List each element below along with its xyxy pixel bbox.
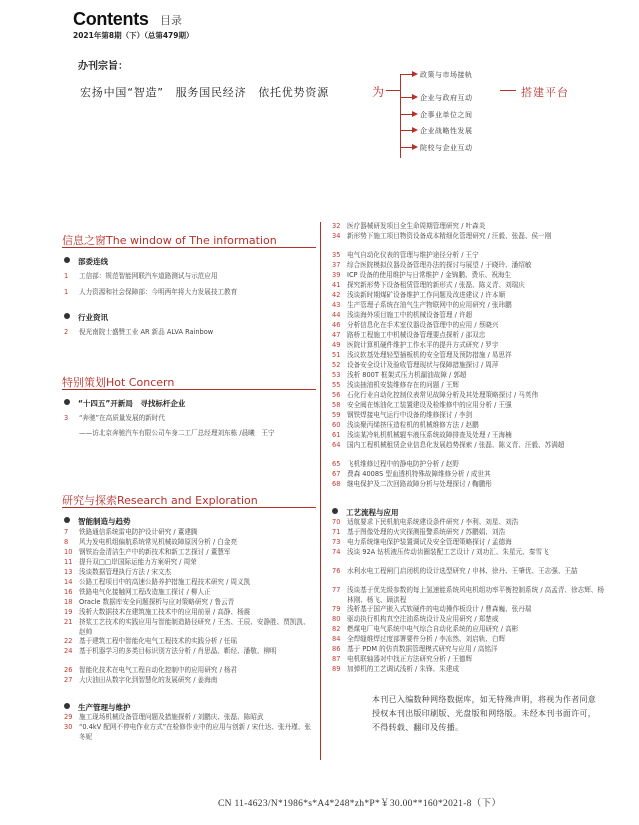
page-number: 68: [332, 480, 341, 488]
toc-entry[interactable]: 1 人力资源和社会保障部：今明两年将大力发展技工教育: [64, 288, 238, 296]
entry-title: 基于机器学习的多类目标识别方法分析 / 肖思晶、靳经、潘敬、柳明: [79, 647, 277, 655]
branch-item: 企业与政府互动: [420, 94, 473, 102]
page-number: 37: [332, 261, 341, 269]
toc-entry[interactable]: [64, 528, 316, 538]
page-number: 60: [332, 421, 341, 429]
page-number: 61: [332, 431, 341, 439]
page-number: 64: [332, 441, 341, 449]
branch-arrow: [412, 144, 418, 150]
toc-entry[interactable]: [64, 676, 316, 686]
section-title-info-window: 信息之窗The window of The information: [62, 234, 277, 247]
toc-entry[interactable]: [332, 480, 604, 490]
toc-entry[interactable]: [332, 341, 604, 351]
entry-title: 基于建筑工程中智能化电气工程技术的实践分析 / 任瑶: [79, 637, 238, 645]
toc-entry[interactable]: [332, 351, 604, 361]
branch-stem: [400, 97, 412, 98]
bullet-icon: [64, 703, 70, 709]
page-number: 42: [332, 291, 341, 299]
entry-title: 浅析 800T 框架式压力机漏油故障 / 郭超: [347, 371, 467, 379]
entry-title: 浅谈数据管理执行方法 / 宋文杰: [79, 568, 172, 576]
entry-title: 电气自动化仪表的管理与维护途径分析 / 王宁: [347, 251, 479, 259]
toc-entry[interactable]: [332, 361, 604, 371]
toc-entry[interactable]: [332, 441, 604, 451]
toc-entry[interactable]: 30 “0.4kV 配网不停电作业方式”在检修作业中的应用与创新 / 宋仕达、张丹瑾、张冬妮: [64, 723, 311, 741]
entry-title: 石化行业自动化控制仪表常见故障分析及其处理策略探讨 / 马英伟: [347, 391, 539, 399]
page-number: 80: [332, 615, 341, 623]
toc-entry[interactable]: [64, 618, 316, 637]
entry-title: 铁路电气化接触网工程改造施工探讨 / 柳人正: [79, 588, 211, 596]
toc-entry[interactable]: [332, 291, 604, 301]
bullet-icon: [64, 313, 70, 319]
section-rule: [62, 389, 316, 390]
page-number: 67: [332, 470, 341, 478]
page-number: 41: [332, 281, 341, 289]
page-number: 18: [64, 598, 73, 606]
page-number: 19: [64, 608, 73, 616]
toc-entry[interactable]: [64, 548, 316, 558]
contents-title-cn: 目录: [160, 14, 182, 27]
page-number: 7: [64, 528, 69, 536]
subsection-heading: 行业资讯: [64, 312, 108, 323]
page-number: 26: [64, 666, 73, 674]
bullet-icon: [332, 508, 338, 514]
section-rule: [62, 507, 316, 508]
page-number: 34: [332, 232, 341, 240]
bullet-icon: [64, 399, 70, 405]
entry-title: 探究新形势下设备租赁管理的新形式 / 张磊、陈义青、刘瑞庆: [347, 281, 525, 289]
toc-entry[interactable]: ——访北京奔驰汽车有限公司车身二工厂总经理刘东栋 /晨曦 王宁: [79, 429, 275, 437]
toc-entry[interactable]: [332, 615, 604, 625]
page-number: 35: [332, 251, 341, 259]
toc-entry[interactable]: [332, 381, 604, 391]
entry-title: 公路工程项目中的高速公路养护措施工程技术研究 / 周义凯: [79, 578, 251, 586]
entry-title: 挤浆工艺技术的实践应用与智能制造路径研究 / 王杰、王辰、安静胜、贾凯凯、赵帅: [79, 618, 310, 636]
page-number: 65: [332, 460, 341, 468]
entry-title: 浅谈 92A 钻机液压传动齿圈装配工艺设计 / 刘功汇、朱星元、秦雪飞: [347, 548, 549, 556]
entry-title: 燃煤电厂电气系统中电气综合自动化系统的应用研究 / 高彬: [347, 625, 519, 633]
toc-entry[interactable]: [64, 647, 316, 657]
toc-entry[interactable]: [64, 578, 316, 588]
entry-title: 分析信息化在手术室仪器设备管理中的应用 / 蔡晓兴: [347, 321, 499, 329]
toc-entry[interactable]: [64, 588, 316, 598]
entry-title: 医疗器械研发项目全生命周期管理研究 / 叶森炎: [347, 222, 486, 230]
entry-title: 安全阀在炼油化工装置建设及检维修中的应用分析 / 王强: [347, 401, 512, 409]
branch-item: 院校与企业互动: [420, 144, 473, 152]
bullet-icon: [64, 517, 70, 523]
subsection-heading: 生产管理与维护: [64, 702, 131, 713]
entry-title: 适航要求下民机航电系统建设条件研究 / 李利、刘星、刘浩: [347, 518, 519, 526]
page-number: 32: [332, 222, 341, 230]
entry-title: 继电保护及二次回路故障分析与处理探讨 / 鞠鹏彤: [347, 480, 492, 488]
subsection-heading: 智能制造与趋势: [64, 516, 131, 527]
copyright-notice: 本刊已入编数种网络数据库，如无特殊声明，将视为作者同意授权本刊出版印刷版、光盘版和网络版。未经本刊书面许可，不得转载、翻印及传播。: [372, 695, 597, 732]
toc-entry[interactable]: [332, 548, 604, 558]
toc-entry[interactable]: [64, 568, 316, 578]
entry-title: 大庆油田从数字化到智慧化的发展研究 / 姜海南: [79, 676, 218, 684]
branch-item: 政策与市场接轨: [420, 71, 473, 79]
page-number: 84: [332, 635, 341, 643]
entry-title: 设备安全设计及验收管理现状与保障措施探讨 / 周萍: [347, 361, 499, 369]
entry-title: 浅谈基于优先级参数的每上氢速能系统风电机组功率平衡控制系统 / 高孟青、徐志辉、杨林刚、杨飞、顾洪程: [347, 586, 604, 604]
toc-entry[interactable]: 1 工信部：规范智能网联汽车道路测试与示范应用: [64, 272, 218, 280]
toc-entry[interactable]: [332, 460, 604, 470]
toc-entry[interactable]: [332, 301, 604, 311]
entry-title: 浅谈某冷轧机机械辊车液压系统故障排查及处理 / 王海楠: [347, 431, 512, 439]
entry-title: 浅议软基处理轻型插板机的安全管理及预防措施 / 易思祥: [347, 351, 512, 359]
toc-entry[interactable]: [332, 528, 604, 538]
bullet-icon: [64, 257, 70, 263]
entry-title: ICP 设备的使用维护与日常维护 / 金锦鹏、费乐、祝海生: [347, 271, 512, 279]
toc-entry[interactable]: [332, 411, 604, 421]
page-number: 70: [332, 518, 341, 526]
toc-entry[interactable]: [332, 321, 604, 331]
toc-entry[interactable]: [332, 391, 604, 401]
entry-title: 铁路通信系统雷电防护设计研究 / 董建腾: [79, 528, 198, 536]
toc-entry[interactable]: [332, 538, 604, 548]
entry-title: 电机联轴器对中找正方法研究分析 / 王德辉: [347, 655, 473, 663]
toc-entry[interactable]: [332, 222, 604, 232]
mission-label: 办刊宗旨：: [78, 61, 128, 72]
branch-arrow: [412, 127, 418, 133]
page-number: 43: [332, 301, 341, 309]
page-number: 87: [332, 655, 341, 663]
toc-entry[interactable]: [332, 401, 604, 411]
entry-title: 基于图像处理的火灾探测报警系统研究 / 苏鹏娟、刘浩: [347, 528, 506, 536]
page-number: 44: [332, 311, 341, 319]
mission-connector: 为: [372, 85, 385, 99]
entry-title: 提升双□□岸国际运能力方案研究 / 周荣: [79, 558, 197, 566]
entry-title: Oracle 数据库安全问题探析与应对策略研究 / 鲁云青: [79, 598, 235, 606]
entry-title: 电力系统继电保护装置调试及安全管理策略探讨 / 孟德海: [347, 538, 512, 546]
toc-entry[interactable]: [64, 538, 316, 548]
toc-entry[interactable]: [332, 271, 604, 281]
toc-entry[interactable]: [64, 637, 316, 647]
subsection-heading: “十四五”开新局 寻找标杆企业: [64, 398, 185, 409]
entry-title: 浅谈聚丙烯挤压造粒机的机械维修方法 / 赵鹏: [347, 421, 479, 429]
page-number: 79: [332, 605, 341, 613]
entry-title: 飞机维修过程中的静电防护分析 / 赵野: [347, 460, 459, 468]
page-number: 22: [64, 637, 73, 645]
page-number: 86: [332, 645, 341, 653]
page-number: 73: [332, 538, 341, 546]
toc-entry[interactable]: [64, 598, 316, 608]
page-number: 55: [332, 381, 341, 389]
toc-entry[interactable]: [332, 665, 604, 675]
entry-title: 医院计算机硬件维护工作水平的提升方式研究 / 罗宇: [347, 341, 499, 349]
toc-entry[interactable]: 3 “奔驰”在高质量发展的新时代: [64, 414, 165, 422]
column-divider: [320, 222, 321, 760]
page-number: 74: [332, 548, 341, 556]
page-number: 47: [332, 331, 341, 339]
page-number: 82: [332, 625, 341, 633]
page-number: 77: [332, 586, 341, 594]
entry-title: 综合医院模拟仪器设备管理办法的探讨与展望 / 于晓玲、潘绍敏: [347, 261, 532, 269]
entry-title: 基于 PDM 的仿真数据管理模式研究与应用 / 高铭洋: [347, 645, 498, 653]
page-number: 51: [332, 351, 341, 359]
page-number: 24: [64, 647, 73, 655]
branch-stem: [400, 130, 412, 131]
toc-entry[interactable]: [332, 605, 604, 615]
page-number: 21: [64, 618, 73, 626]
toc-entry[interactable]: [332, 625, 604, 635]
mission-goal: 搭建平台: [521, 86, 569, 99]
entry-title: 钢铁焊接电气运行中设备的维修探讨 / 李剑: [347, 411, 473, 419]
contents-title: Contents: [73, 9, 149, 29]
branch-line-left: [386, 90, 400, 91]
entry-title: 全焊缝维焊过度部署要件分析 / 李冻然、刘启轨、白辉: [347, 635, 506, 643]
toc-entry[interactable]: [64, 558, 316, 568]
subsection-heading: 部委连线: [64, 256, 108, 267]
entry-title: 驱动执行机构真空注油系统设计及应用研究 / 郑楚威: [347, 615, 499, 623]
section-title-hot-concern: 特别策划Hot Concern: [62, 376, 175, 389]
entry-title: 水利水电工程闸门启闭机的设计选型研究 / 申林、徐丹、王肇优、王志强、王喆: [347, 567, 578, 575]
branch-arrow: [412, 71, 418, 77]
branch-item: 企业战略性发展: [420, 127, 473, 135]
toc-entry[interactable]: [332, 635, 604, 645]
page-number: 89: [332, 665, 341, 673]
page-number: 10: [64, 548, 73, 556]
toc-entry[interactable]: [332, 232, 604, 242]
footer-cn: CN 11-4623/N*1986*s*A4*248*zh*P*￥30.00**160*2021-8（下）: [218, 799, 502, 809]
page-number: 11: [64, 558, 73, 566]
toc-entry[interactable]: [332, 655, 604, 665]
page-number: 8: [64, 538, 69, 546]
subsection-heading: 工艺流程与应用: [332, 507, 399, 518]
section-rule: [62, 247, 316, 248]
toc-entry[interactable]: [332, 261, 604, 271]
toc-entry[interactable]: [332, 421, 604, 431]
toc-entry[interactable]: 2 倪光南院士盛赞工业 AR 新品 ALVA Rainbow: [64, 328, 214, 336]
toc-entry[interactable]: [332, 645, 604, 655]
toc-entry[interactable]: [64, 608, 316, 618]
branch-line-vertical: [400, 74, 401, 158]
entry-title: 浅谈抽油机安装维修存在的问题 / 王辉: [347, 381, 459, 389]
entry-title: 浅析大数据技术在建筑施工技术中的应用前景 / 高静、杨震: [79, 608, 251, 616]
issue-info: 2021年第8期（下）（总第479期）: [73, 31, 194, 40]
page-number: 56: [332, 391, 341, 399]
branch-line-right: [500, 90, 516, 91]
toc-entry[interactable]: [64, 666, 316, 676]
entry-title: 加弹机的工艺调试浅析 / 朱锋、朱建成: [347, 665, 459, 673]
page-number: 53: [332, 371, 341, 379]
entry-title: 浅谈海外项目施工中的机械设备管理 / 许超: [347, 311, 473, 319]
page-number: 27: [64, 676, 73, 684]
page-number: 39: [332, 271, 341, 279]
branch-stem: [400, 114, 412, 115]
entry-title: 路桥工程施工中机械设备管理要点探析 / 邵双忠: [347, 331, 486, 339]
toc-entry[interactable]: [332, 251, 604, 261]
page-number: 52: [332, 361, 341, 369]
toc-entry[interactable]: [332, 470, 604, 480]
entry-title: 智能化技术在电气工程自动化控制中的应用研究 / 杨君: [79, 666, 238, 674]
toc-entry[interactable]: [332, 371, 604, 381]
branch-item: 企事业单位之间: [420, 111, 473, 119]
page-number: 46: [332, 321, 341, 329]
page-number: 16: [64, 588, 73, 596]
page-number: 71: [332, 528, 341, 536]
toc-entry[interactable]: [332, 586, 604, 605]
toc-entry[interactable]: [332, 331, 604, 341]
branch-arrow: [412, 94, 418, 100]
page-number: 14: [64, 578, 73, 586]
entry-title: 浅谈新时期煤矿设备维护工作问题及改进建议 / 许本顺: [347, 291, 506, 299]
page-number: 13: [64, 568, 73, 576]
entry-title: 费森 4008S 型血透机特殊故障维修分析 / 成世其: [347, 470, 491, 478]
entry-title: 浅析基于国产嵌入式软硬件的电动操作板设计 / 曹森巍、张丹瑞: [347, 605, 532, 613]
toc-entry[interactable]: [332, 281, 604, 291]
entry-title: 风力发电机组偏航系统常见机械故障原因分析 / 白金亮: [79, 538, 238, 546]
toc-entry[interactable]: 29 施工现场机械设备管理问题及措施探析 / 刘鹏庆、张磊、陈昭武: [64, 713, 264, 721]
branch-arrow: [412, 111, 418, 117]
branch-stem: [400, 74, 412, 75]
entry-title: 生产管理子系统在油气生产物联网中的应用研究 / 张玮鹏: [347, 301, 512, 309]
toc-entry[interactable]: [332, 518, 604, 528]
page-number: 58: [332, 401, 341, 409]
section-title-research: 研究与探索Research and Exploration: [62, 494, 258, 507]
entry-title: 钢铁冶金清洁生产中的新技术和新工艺探讨 / 董慧军: [79, 548, 231, 556]
entry-title: 新形势下施工项目物资设备成本精细化管理研究 / 汪毅、张磊、侯一刚: [347, 232, 552, 240]
branch-stem: [400, 147, 412, 148]
page-number: 59: [332, 411, 341, 419]
mission-text: 宏扬中国“智造” 服务国民经济 依托优势资源: [80, 86, 329, 99]
entry-title: 国内工程机械租赁企业信息化发展趋势探索 / 张磊、陈义青、汪毅、苏满超: [347, 441, 565, 449]
toc-entry[interactable]: [332, 567, 604, 577]
page-number: 49: [332, 341, 341, 349]
page-number: 76: [332, 567, 341, 575]
toc-entry[interactable]: [332, 311, 604, 321]
toc-entry[interactable]: [332, 431, 604, 441]
